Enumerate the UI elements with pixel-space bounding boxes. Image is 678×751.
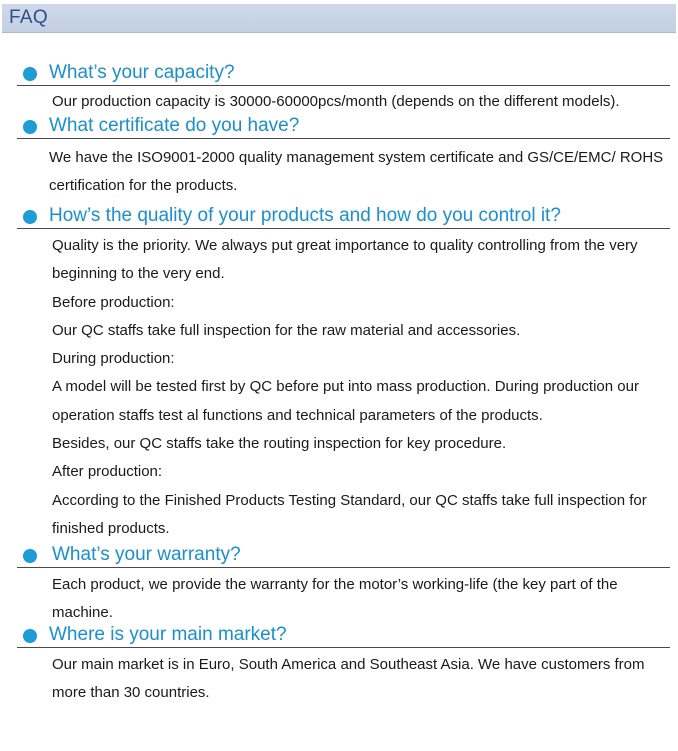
bullet-dot-icon <box>23 549 37 563</box>
question-row <box>0 543 678 570</box>
question-row <box>0 623 678 650</box>
question-text: What’s your capacity? <box>49 62 235 83</box>
answer-text: After production: <box>52 463 163 481</box>
answer-text: Our main market is in Euro, South America and Southeast Asia. We have customers from more than 30 countries. <box>52 656 645 702</box>
bullet-dot-icon <box>23 210 37 224</box>
answer-text: Besides, our QC staffs take the routing inspection for key procedure. <box>52 435 507 453</box>
faq-item-capacity <box>0 61 678 116</box>
faq-header-bar <box>2 4 676 33</box>
answer-text: A model will be tested first by QC before put into mass production. During production our operation staffs test al functions and technical parameters of the products. <box>52 378 639 424</box>
question-row <box>0 204 678 231</box>
answer-text: Each product, we provide the warranty for the motor’s working-life (the key part of the machine. <box>52 576 618 622</box>
question-text: What’s your warranty? <box>52 544 241 565</box>
question-text: Where is your main market? <box>49 624 287 645</box>
question-divider <box>17 228 670 229</box>
answer-block <box>49 144 670 201</box>
answer-text: During production: <box>52 350 175 368</box>
bullet-dot-icon <box>23 67 37 81</box>
bullet-dot-icon <box>23 120 37 134</box>
answer-text: Quality is the priority. We always put great importance to quality controlling from the very beginning to the very end. <box>52 237 638 283</box>
question-divider <box>17 85 670 86</box>
answer-text: We have the ISO9001-2000 quality management system certificate and GS/CE/EMC/ ROHS certification for the products. <box>49 149 664 195</box>
answer-text: Our QC staffs take full inspection for the raw material and accessories. <box>52 321 521 339</box>
question-text: What certificate do you have? <box>49 115 300 136</box>
question-divider <box>17 567 670 568</box>
question-text: How’s the quality of your products and how do you control it? <box>49 205 561 226</box>
question-divider <box>17 647 670 648</box>
bullet-dot-icon <box>23 629 37 643</box>
faq-item-certificate <box>0 114 678 201</box>
answer-block <box>52 651 670 708</box>
faq-item-quality <box>0 204 678 543</box>
answer-text: Our production capacity is 30000-60000pcs/month (depends on the different models). <box>52 93 620 110</box>
answer-text: Before production: <box>52 293 175 311</box>
faq-title: FAQ <box>9 7 48 28</box>
question-row <box>0 114 678 141</box>
answer-block <box>52 88 670 116</box>
question-divider <box>17 138 670 139</box>
faq-item-market <box>0 623 678 708</box>
answer-block <box>52 232 670 543</box>
question-row <box>0 61 678 88</box>
answer-text: According to the Finished Products Testing Standard, our QC staffs take full inspection for finished products. <box>52 491 647 537</box>
answer-block <box>52 571 670 628</box>
faq-item-warranty <box>0 543 678 628</box>
